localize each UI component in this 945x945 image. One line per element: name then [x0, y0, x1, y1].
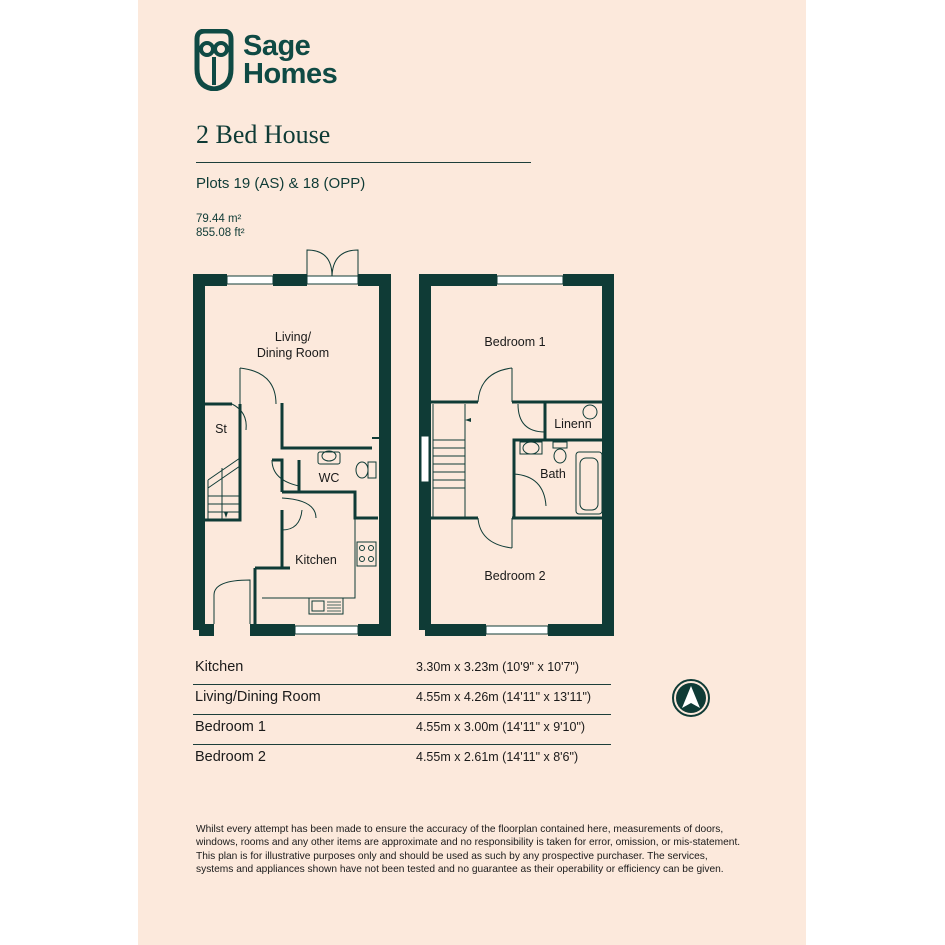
page-title: 2 Bed House [196, 120, 331, 149]
area-sqft: 855.08 ft² [196, 227, 245, 239]
label-store: St [215, 422, 227, 436]
disclaimer-text: Whilst every attempt has been made to ensure the accuracy of the floorplan contained here, measurements of doors, windows, rooms and any other items are approximate and no responsibility is taken for error, omission, or mis-statement. This plan is for illustrative purposes only and should be used as such by any prospective purchaser. The services, systems and appliances shown have not been tested and no guarantee as their operability or efficiency can be given. [196, 824, 741, 875]
room-labels [215, 330, 592, 583]
label-bath: Bath [540, 467, 566, 481]
dimension-size: 4.55m x 2.61m (14'11" x 8'6") [416, 750, 579, 764]
brand-line-2: Homes [243, 58, 338, 90]
area-sqm: 79.44 m² [196, 213, 242, 225]
room-dimensions-table [193, 655, 611, 774]
label-living-line1: Living/ [274, 330, 312, 344]
ground-floor-plan [199, 250, 385, 634]
dimension-row [193, 745, 611, 774]
label-linen: Linenn [554, 417, 592, 431]
north-arrow-icon [671, 678, 711, 718]
dimension-row [193, 685, 611, 715]
dimension-room: Living/Dining Room [195, 689, 321, 705]
dimension-room: Bedroom 2 [195, 749, 266, 765]
label-bedroom-2: Bedroom 2 [484, 569, 546, 583]
dimension-room: Bedroom 1 [195, 719, 266, 735]
label-wc: WC [318, 471, 340, 485]
label-bedroom-1: Bedroom 1 [484, 335, 546, 349]
label-living-line2: Dining Room [256, 346, 330, 360]
dimension-size: 4.55m x 4.26m (14'11" x 13'11") [416, 690, 592, 704]
dimension-row [193, 655, 611, 685]
dimension-row [193, 715, 611, 745]
dimension-size: 4.55m x 3.00m (14'11" x 9'10") [416, 720, 586, 734]
plots-subtitle: Plots 19 (AS) & 18 (OPP) [196, 175, 366, 192]
brand-line-1: Sage [243, 30, 311, 62]
label-kitchen: Kitchen [295, 553, 337, 567]
dimension-room: Kitchen [195, 659, 244, 675]
dimension-size: 3.30m x 3.23m (10'9" x 10'7") [416, 660, 580, 674]
